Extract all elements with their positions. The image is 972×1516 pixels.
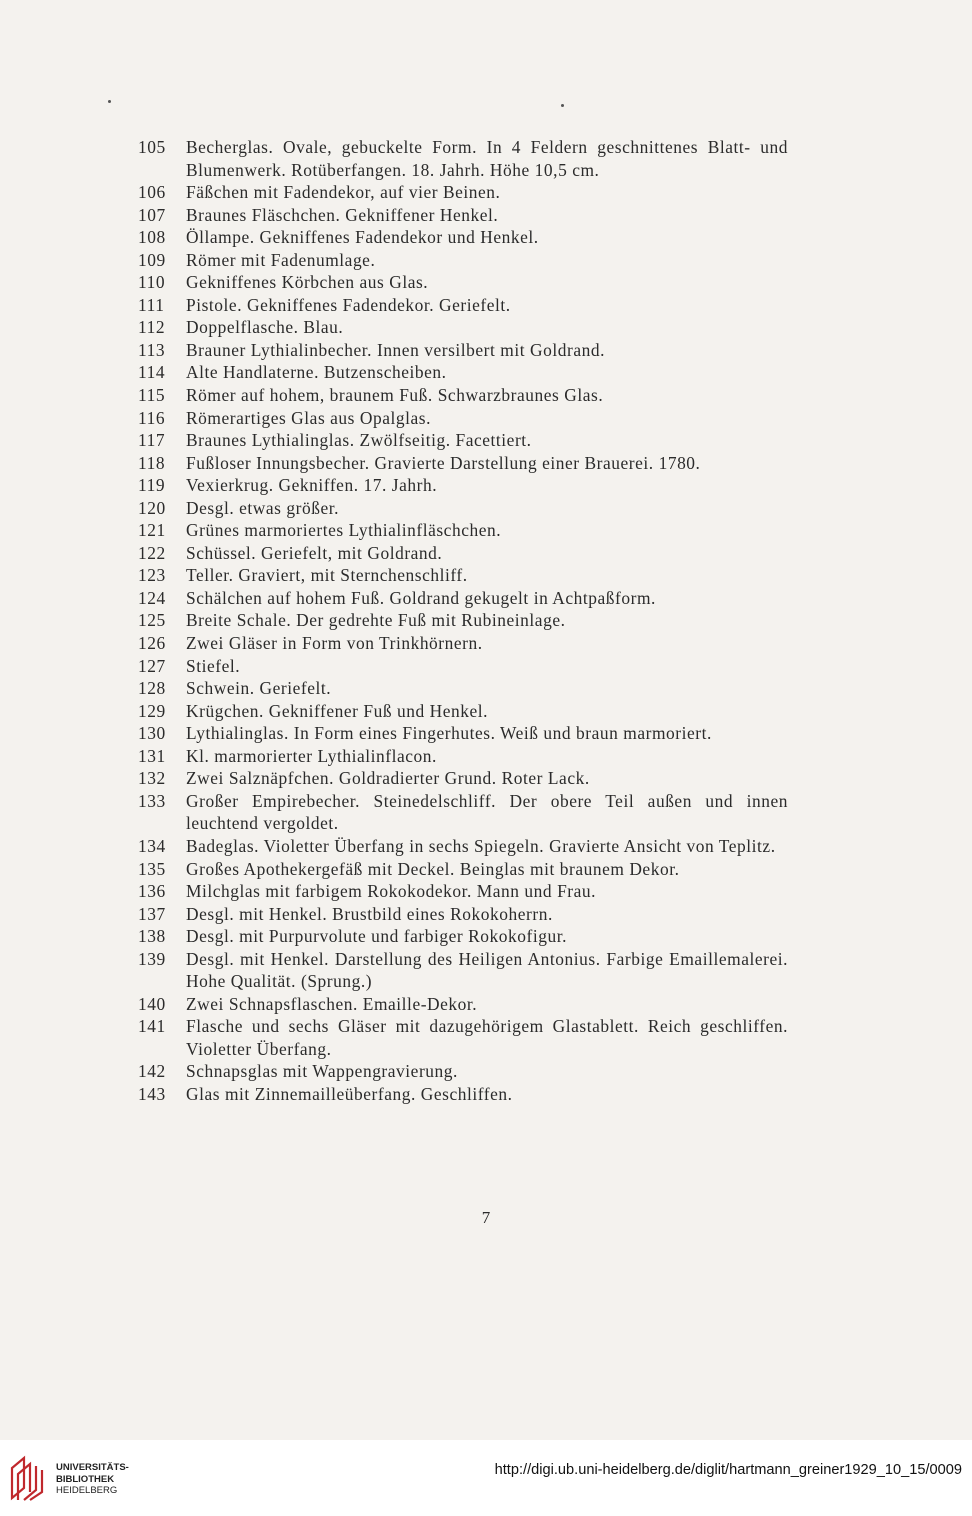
catalog-entry bbox=[138, 249, 788, 272]
catalog-entry bbox=[138, 1083, 788, 1106]
entry-description: Pistole. Gekniffenes Fadendekor. Geriefelt. bbox=[186, 294, 511, 315]
entry-number: 131 bbox=[138, 745, 166, 766]
catalog-entry bbox=[138, 204, 788, 227]
library-name-line: BIBLIOTHEK bbox=[56, 1473, 115, 1485]
entry-number: 118 bbox=[138, 452, 166, 473]
footer-bar bbox=[0, 1440, 972, 1516]
entry-description: Schälchen auf hohem Fuß. Goldrand gekugelt in Achtpaßform. bbox=[186, 587, 656, 608]
entry-number: 143 bbox=[138, 1083, 166, 1104]
entry-number: 140 bbox=[138, 993, 166, 1014]
entry-number: 123 bbox=[138, 565, 166, 586]
entry-number: 124 bbox=[138, 587, 166, 608]
entry-number: 110 bbox=[138, 272, 166, 293]
catalog-entry bbox=[138, 587, 788, 610]
catalog-entry bbox=[138, 429, 788, 452]
entry-description: Desgl. etwas größer. bbox=[186, 497, 339, 518]
entry-number: 125 bbox=[138, 610, 166, 631]
catalog-entry bbox=[138, 226, 788, 249]
entry-description: Zwei Salznäpfchen. Goldradierter Grund. Roter Lack. bbox=[186, 768, 590, 789]
catalog-entry bbox=[138, 316, 788, 339]
entry-number: 121 bbox=[138, 520, 166, 541]
entry-description: Alte Handlaterne. Butzenscheiben. bbox=[186, 362, 447, 383]
entry-number: 126 bbox=[138, 633, 166, 654]
entry-description: Braunes Fläschchen. Gekniffener Henkel. bbox=[186, 204, 499, 225]
catalog-entry bbox=[138, 858, 788, 881]
entry-number: 119 bbox=[138, 475, 166, 496]
catalog-entry bbox=[138, 361, 788, 384]
entry-description: Doppelflasche. Blau. bbox=[186, 317, 344, 338]
entry-number: 135 bbox=[138, 858, 166, 879]
entry-number: 142 bbox=[138, 1061, 166, 1082]
catalog-entry bbox=[138, 835, 788, 858]
entry-description: Großer Empirebecher. Steinedelschliff. Der obere Teil außen und innen leuchtend vergoldet. bbox=[186, 790, 788, 834]
catalog-entry bbox=[138, 767, 788, 790]
catalog-entry bbox=[138, 790, 788, 835]
entry-description: Stiefel. bbox=[186, 655, 241, 676]
entry-number: 114 bbox=[138, 362, 166, 383]
entry-description: Großes Apothekergefäß mit Deckel. Beinglas mit braunem Dekor. bbox=[186, 858, 680, 879]
entry-description: Fußloser Innungsbecher. Gravierte Darstellung einer Brauerei. 1780. bbox=[186, 452, 701, 473]
entry-description: Becherglas. Ovale, gebuckelte Form. In 4 Feldern geschnittenes Blatt- und Blumenwerk. Rotüberfangen. 18. Jahrh. Höhe 10,5 cm. bbox=[186, 137, 788, 180]
entry-number: 120 bbox=[138, 497, 166, 518]
library-name bbox=[56, 1462, 129, 1497]
catalog-entry bbox=[138, 948, 788, 993]
entry-number: 108 bbox=[138, 227, 166, 248]
entry-description: Grünes marmoriertes Lythialinfläschchen. bbox=[186, 520, 502, 541]
entry-number: 111 bbox=[138, 294, 165, 315]
entry-description: Breite Schale. Der gedrehte Fuß mit Rubineinlage. bbox=[186, 610, 566, 631]
dust-speck bbox=[108, 100, 111, 103]
entry-number: 115 bbox=[138, 385, 166, 406]
entry-number: 138 bbox=[138, 926, 166, 947]
library-logo-icon bbox=[8, 1454, 48, 1502]
catalog-entry bbox=[138, 722, 788, 745]
entry-description: Römer mit Fadenumlage. bbox=[186, 249, 376, 270]
catalog-entry bbox=[138, 700, 788, 723]
entry-description: Zwei Schnapsflaschen. Emaille-Dekor. bbox=[186, 993, 478, 1014]
entry-description: Lythialinglas. In Form eines Fingerhutes. Weiß und braun marmoriert. bbox=[186, 723, 712, 744]
catalog-entry bbox=[138, 632, 788, 655]
catalog-entry bbox=[138, 519, 788, 542]
entry-number: 141 bbox=[138, 1016, 166, 1037]
catalog-entry bbox=[138, 339, 788, 362]
catalog-entry bbox=[138, 993, 788, 1016]
entry-description: Glas mit Zinnemailleüberfang. Geschliffen. bbox=[186, 1083, 513, 1104]
entry-description: Desgl. mit Purpurvolute und farbiger Rokokofigur. bbox=[186, 926, 567, 947]
entry-description: Badeglas. Violetter Überfang in sechs Spiegeln. Gravierte Ansicht von Teplitz. bbox=[186, 835, 776, 856]
catalog-entry bbox=[138, 609, 788, 632]
catalog-entry bbox=[138, 903, 788, 926]
entry-description: Krügchen. Gekniffener Fuß und Henkel. bbox=[186, 700, 489, 721]
catalog-entry bbox=[138, 655, 788, 678]
entry-number: 139 bbox=[138, 948, 166, 969]
catalog-entry bbox=[138, 384, 788, 407]
catalog-entry bbox=[138, 294, 788, 317]
source-url[interactable]: http://digi.ub.uni-heidelberg.de/diglit/hartmann_greiner1929_10_15/0009 bbox=[494, 1462, 962, 1478]
entry-description: Römer auf hohem, braunem Fuß. Schwarzbraunes Glas. bbox=[186, 385, 604, 406]
catalog-entry bbox=[138, 925, 788, 948]
entry-description: Vexierkrug. Gekniffen. 17. Jahrh. bbox=[186, 475, 438, 496]
catalog-entry bbox=[138, 1015, 788, 1060]
library-name-line: UNIVERSITÄTS- bbox=[56, 1462, 129, 1473]
catalog-entry bbox=[138, 407, 788, 430]
catalog-entry bbox=[138, 745, 788, 768]
entry-number: 106 bbox=[138, 182, 166, 203]
dust-speck bbox=[561, 104, 564, 107]
entry-number: 122 bbox=[138, 542, 166, 563]
entry-number: 130 bbox=[138, 723, 166, 744]
catalog-entry bbox=[138, 181, 788, 204]
entry-description: Schnapsglas mit Wappengravierung. bbox=[186, 1061, 458, 1082]
entry-description: Gekniffenes Körbchen aus Glas. bbox=[186, 272, 429, 293]
entry-number: 112 bbox=[138, 317, 166, 338]
entry-description: Schwein. Geriefelt. bbox=[186, 678, 332, 699]
entry-description: Braunes Lythialinglas. Zwölfseitig. Facettiert. bbox=[186, 430, 532, 451]
catalog-entry bbox=[138, 271, 788, 294]
entry-number: 117 bbox=[138, 430, 166, 451]
catalog-entry bbox=[138, 1060, 788, 1083]
entry-description: Schüssel. Geriefelt, mit Goldrand. bbox=[186, 542, 443, 563]
entry-number: 105 bbox=[138, 137, 166, 157]
catalog-entry bbox=[138, 542, 788, 565]
entry-description: Flasche und sechs Gläser mit dazugehörigem Glastablett. Reich geschliffen. Violetter Überfang. bbox=[186, 1016, 788, 1059]
entry-description: Römerartiges Glas aus Opalglas. bbox=[186, 407, 432, 428]
entry-number: 109 bbox=[138, 249, 166, 270]
catalog-entry bbox=[138, 677, 788, 700]
page-number: 7 bbox=[481, 1208, 491, 1227]
entry-description: Öllampe. Gekniffenes Fadendekor und Henkel. bbox=[186, 227, 539, 248]
catalog-entry bbox=[138, 474, 788, 497]
entry-description: Zwei Gläser in Form von Trinkhörnern. bbox=[186, 633, 483, 654]
entry-description: Fäßchen mit Fadendekor, auf vier Beinen. bbox=[186, 182, 501, 203]
catalog-entry bbox=[138, 136, 788, 181]
catalog-entry bbox=[138, 452, 788, 475]
catalog-entry bbox=[138, 880, 788, 903]
entry-number: 133 bbox=[138, 790, 166, 811]
entry-description: Teller. Graviert, mit Sternchenschliff. bbox=[186, 565, 468, 586]
entry-description: Brauner Lythialinbecher. Innen versilbert mit Goldrand. bbox=[186, 339, 606, 360]
entry-number: 134 bbox=[138, 835, 166, 856]
catalog-list bbox=[138, 136, 788, 1106]
catalog-entry bbox=[138, 497, 788, 520]
library-name-line: HEIDELBERG bbox=[56, 1485, 118, 1496]
entry-number: 129 bbox=[138, 700, 166, 721]
entry-number: 132 bbox=[138, 768, 166, 789]
entry-description: Milchglas mit farbigem Rokokodekor. Mann und Frau. bbox=[186, 881, 597, 902]
entry-description: Desgl. mit Henkel. Darstellung des Heiligen Antonius. Farbige Emaillemalerei. Hohe Qualität. (Sprung.) bbox=[186, 948, 788, 992]
entry-number: 116 bbox=[138, 407, 166, 428]
catalog-entry bbox=[138, 564, 788, 587]
entry-description: Kl. marmorierter Lythialinflacon. bbox=[186, 745, 437, 766]
entry-number: 128 bbox=[138, 678, 166, 699]
entry-number: 127 bbox=[138, 655, 166, 676]
entry-description: Desgl. mit Henkel. Brustbild eines Rokokoherrn. bbox=[186, 903, 553, 924]
entry-number: 137 bbox=[138, 903, 166, 924]
entry-number: 136 bbox=[138, 881, 166, 902]
entry-number: 107 bbox=[138, 204, 166, 225]
entry-number: 113 bbox=[138, 339, 166, 360]
